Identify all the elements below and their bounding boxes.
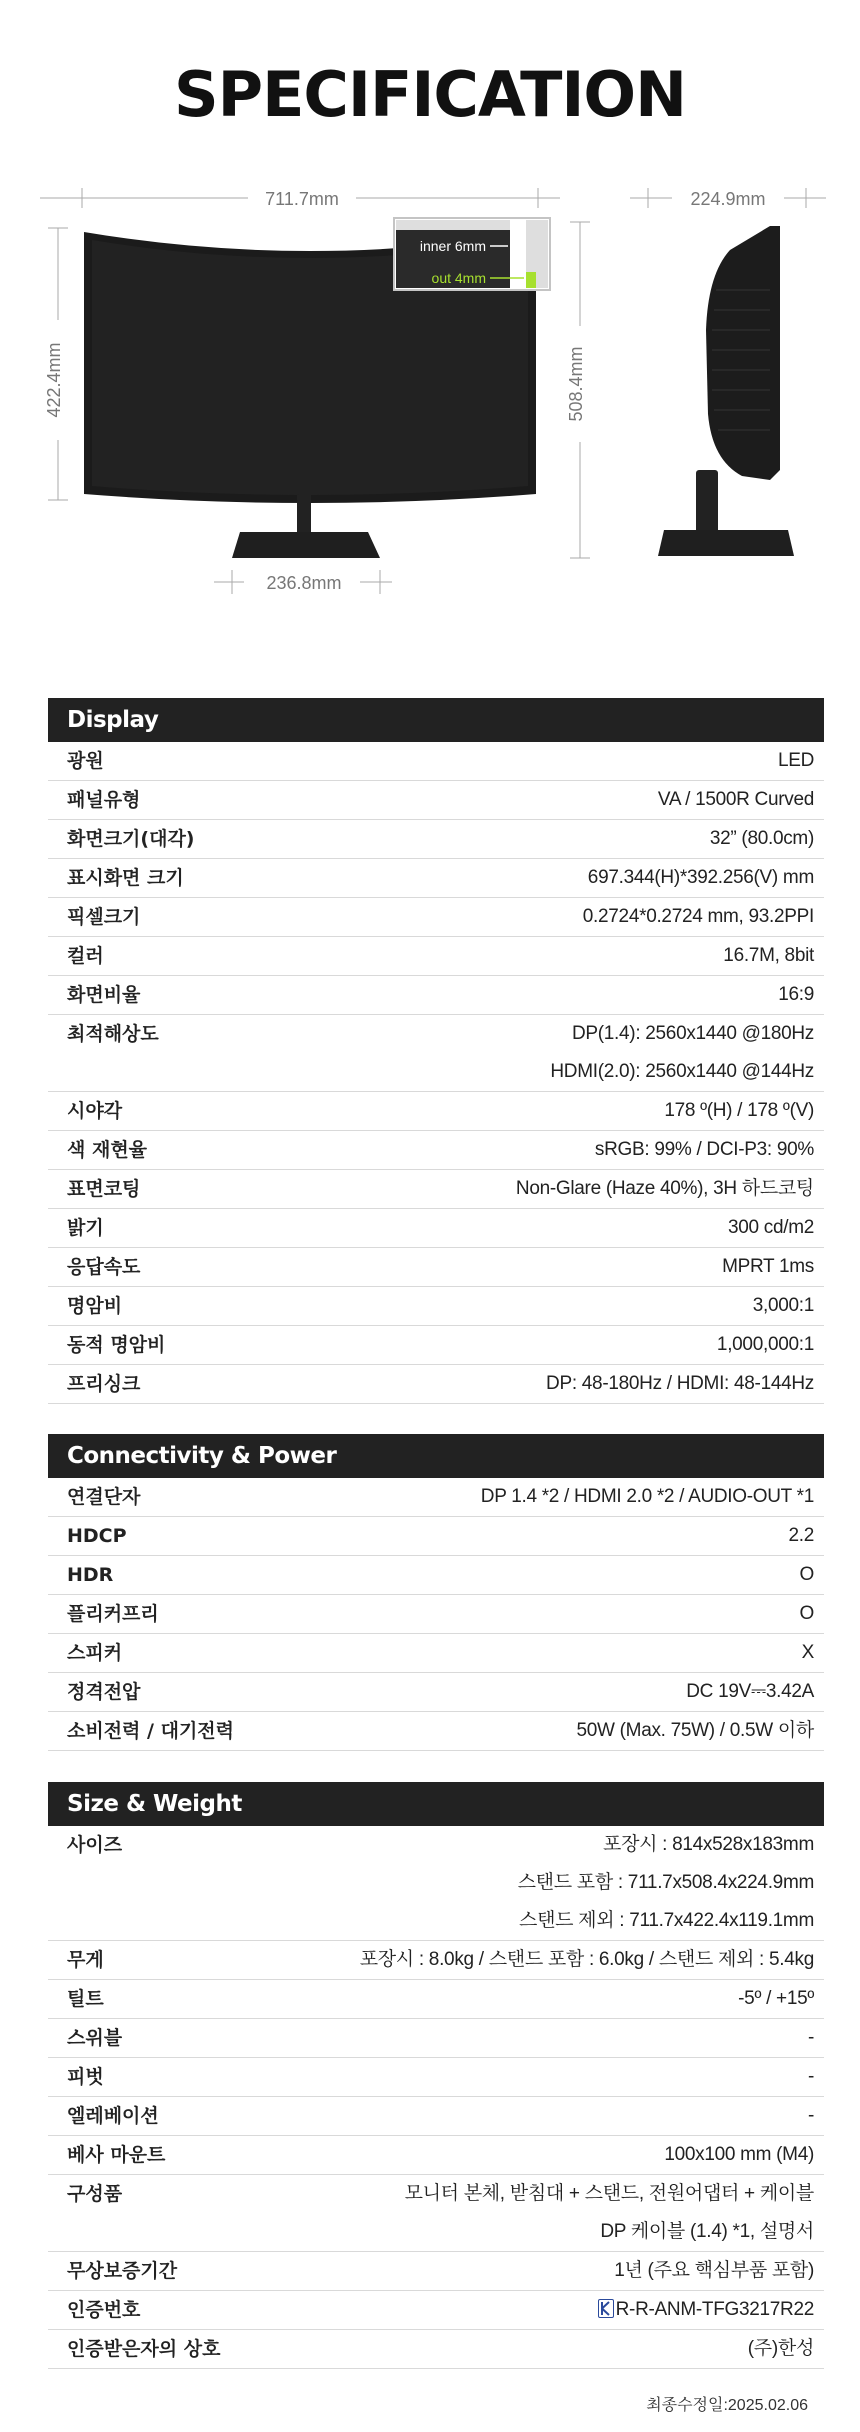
- spec-value-text: HDMI(2.0): 2560x1440 @144Hz: [550, 1061, 814, 1082]
- spec-label: 화면크기(대각): [67, 828, 195, 850]
- spec-label: HDCP: [67, 1525, 127, 1547]
- spec-values: [717, 1326, 814, 1364]
- spec-value-line: [600, 2213, 814, 2251]
- spec-values: [546, 1365, 814, 1403]
- spec-label: 스위블: [67, 2027, 123, 2049]
- spec-label: 최적해상도: [67, 1023, 159, 1045]
- spec-values: [588, 859, 814, 897]
- spec-value-text: (주)한성: [747, 2338, 814, 2359]
- spec-value-line: [710, 820, 814, 858]
- spec-value-line: [518, 1864, 814, 1902]
- front-width-label: 711.7mm: [265, 189, 339, 209]
- spec-values: [550, 1015, 814, 1091]
- spec-row: [48, 1941, 824, 1980]
- spec-value-line: [519, 1902, 814, 1940]
- spec-value-text: 1년 (주요 핵심부품 포함): [614, 2260, 814, 2281]
- section-header-size-weight: Size & Weight: [48, 1782, 824, 1826]
- spec-values: [738, 1980, 814, 2018]
- spec-row: [48, 2058, 824, 2097]
- spec-row: [48, 1634, 824, 1673]
- spec-value-text: DP(1.4): 2560x1440 @180Hz: [571, 1023, 814, 1044]
- spec-value-line: [595, 1131, 814, 1169]
- spec-row: [48, 1092, 824, 1131]
- spec-values: [723, 937, 814, 975]
- spec-label: 연결단자: [67, 1486, 141, 1508]
- size-weight-rows: [48, 1826, 824, 2369]
- spec-value-line: [577, 1712, 815, 1750]
- spec-value-text: 2.2: [788, 1525, 814, 1546]
- spec-value-text: DP 1.4 *2 / HDMI 2.0 *2 / AUDIO-OUT *1: [480, 1486, 814, 1507]
- spec-value-text: 16.7M, 8bit: [723, 945, 814, 966]
- spec-label: 화면비율: [67, 984, 141, 1006]
- spec-row: [48, 1826, 824, 1941]
- spec-label: 컬러: [67, 945, 104, 967]
- spec-value-text: 100x100 mm (M4): [664, 2144, 814, 2165]
- spec-value-line: [664, 1092, 814, 1130]
- spec-value-line: [603, 1826, 814, 1864]
- spec-row: [48, 1015, 824, 1092]
- section-display: [48, 698, 824, 1404]
- spec-values: [788, 1517, 814, 1555]
- spec-values: [664, 2136, 814, 2174]
- spec-value-text: DP 케이블 (1.4) *1, 설명서: [600, 2221, 814, 2242]
- spec-value-line: [808, 2097, 814, 2135]
- section-header-display: Display: [48, 698, 824, 742]
- spec-row: [48, 1556, 824, 1595]
- spec-values: [583, 898, 814, 936]
- monitor-side-base: [658, 530, 794, 556]
- spec-row: [48, 1712, 824, 1751]
- spec-row: [48, 2175, 824, 2252]
- spec-row: [48, 976, 824, 1015]
- kc-mark-icon: [598, 2299, 614, 2318]
- spec-value-line: [800, 1556, 814, 1594]
- spec-values: [405, 2175, 814, 2251]
- spec-value-line: [778, 976, 814, 1014]
- spec-row: [48, 2291, 824, 2330]
- spec-label: 소비전력 / 대기전력: [67, 1720, 235, 1742]
- spec-row: [48, 1170, 824, 1209]
- spec-row: [48, 1517, 824, 1556]
- spec-value-line: [748, 2330, 814, 2368]
- spec-label: 인증받은자의 상호: [67, 2338, 221, 2360]
- depth-label: 224.9mm: [690, 189, 766, 209]
- spec-value-text: 16:9: [778, 984, 814, 1005]
- spec-label: 광원: [67, 750, 104, 772]
- spec-label: HDR: [67, 1564, 114, 1586]
- spec-label: 시야각: [67, 1100, 123, 1122]
- spec-value-text: 스탠드 포함 : 711.7x508.4x224.9mm: [517, 1872, 814, 1893]
- spec-values: [808, 2058, 814, 2096]
- spec-value-text: 모니터 본체, 받침대 + 스탠드, 전원어댑터 + 케이블: [404, 2183, 814, 2204]
- monitor-side-view: [706, 226, 780, 480]
- spec-values: [664, 1092, 814, 1130]
- section-header-connectivity: Connectivity & Power: [48, 1434, 824, 1478]
- spec-label: 표시화면 크기: [67, 867, 184, 889]
- spec-row: [48, 2136, 824, 2175]
- spec-row: [48, 2252, 824, 2291]
- spec-value-line: [788, 1517, 814, 1555]
- spec-values: [778, 742, 814, 780]
- spec-value-line: [360, 1941, 814, 1979]
- spec-value-text: DP: 48-180Hz / HDMI: 48-144Hz: [546, 1373, 814, 1394]
- spec-value-line: [658, 781, 814, 819]
- spec-value-text: Non-Glare (Haze 40%), 3H 하드코팅: [515, 1178, 814, 1199]
- spec-value-line: [550, 1053, 814, 1091]
- spec-row: [48, 1595, 824, 1634]
- spec-label: 표면코팅: [67, 1178, 141, 1200]
- spec-value-line: [481, 1478, 814, 1516]
- spec-row: [48, 2330, 824, 2369]
- spec-row: [48, 898, 824, 937]
- spec-values: [808, 2097, 814, 2135]
- spec-value-line: [405, 2175, 814, 2213]
- spec-value-line: [516, 1170, 814, 1208]
- spec-value-line: [686, 1673, 814, 1711]
- section-connectivity: [48, 1434, 824, 1751]
- spec-label: 사이즈: [67, 1834, 123, 1856]
- spec-value-line: [728, 1209, 814, 1247]
- spec-label: 베사 마운트: [67, 2144, 166, 2166]
- spec-value-text: -: [807, 2066, 814, 2087]
- spec-value-line: [572, 1015, 814, 1053]
- spec-label: 무게: [67, 1949, 104, 1971]
- section-size-weight: [48, 1782, 824, 2369]
- spec-value-line: [614, 2252, 814, 2290]
- spec-value-text: 178 º(H) / 178 º(V): [664, 1100, 814, 1121]
- spec-value-line: [802, 1634, 814, 1672]
- spec-row: [48, 1365, 824, 1404]
- spec-label: 밝기: [67, 1217, 104, 1239]
- spec-values: [516, 1170, 814, 1208]
- spec-row: [48, 1980, 824, 2019]
- spec-row: [48, 1673, 824, 1712]
- last-updated-date: 최종수정일:2025.02.06: [646, 2397, 808, 2414]
- spec-value-line: [588, 859, 814, 897]
- spec-values: [614, 2252, 814, 2290]
- spec-label: 응답속도: [67, 1256, 141, 1278]
- spec-label: 동적 명암비: [67, 1334, 166, 1356]
- spec-row: [48, 1209, 824, 1248]
- spec-label: 인증번호: [67, 2299, 141, 2321]
- spec-values: [722, 1248, 814, 1286]
- spec-label: 구성품: [67, 2183, 123, 2205]
- spec-row: [48, 742, 824, 781]
- spec-values: [360, 1941, 814, 1979]
- spec-values: [577, 1712, 815, 1750]
- spec-values: [595, 1131, 814, 1169]
- spec-value-line: [800, 1595, 814, 1633]
- spec-values: [518, 1826, 814, 1940]
- spec-row: [48, 820, 824, 859]
- spec-value-line: [723, 937, 814, 975]
- spec-values: [778, 976, 814, 1014]
- connectivity-rows: [48, 1478, 824, 1751]
- spec-value-text: 300 cd/m2: [727, 1217, 814, 1238]
- spec-label: 피벗: [67, 2066, 104, 2088]
- monitor-front-neck: [297, 495, 311, 535]
- spec-value-text: MPRT 1ms: [722, 1256, 814, 1277]
- spec-value-line: [598, 2291, 814, 2329]
- bezel-callout: [394, 218, 550, 290]
- spec-values: [481, 1478, 814, 1516]
- spec-values: [658, 781, 814, 819]
- spec-values: [686, 1673, 814, 1711]
- spec-value-text: -5º / +15º: [738, 1988, 814, 2009]
- spec-label: 픽셀크기: [67, 906, 141, 928]
- spec-values: [808, 2019, 814, 2057]
- dimension-diagram: [0, 170, 860, 630]
- spec-label: 색 재현율: [67, 1139, 148, 1161]
- spec-value-text: 32” (80.0cm): [709, 828, 814, 849]
- front-height-label: 422.4mm: [44, 342, 64, 418]
- spec-value-line: [722, 1248, 814, 1286]
- total-height-label: 508.4mm: [566, 346, 586, 422]
- spec-row: [48, 781, 824, 820]
- spec-row: [48, 1287, 824, 1326]
- spec-value-line: [808, 2019, 814, 2057]
- spec-value-text: 0.2724*0.2724 mm, 93.2PPI: [582, 906, 814, 927]
- page-title: SPECIFICATION: [173, 58, 687, 131]
- spec-values: [800, 1595, 814, 1633]
- spec-label: 정격전압: [67, 1681, 141, 1703]
- spec-label: 엘레베이션: [67, 2105, 159, 2127]
- spec-row: [48, 859, 824, 898]
- spec-value-line: [583, 898, 814, 936]
- stand-width-label: 236.8mm: [266, 573, 342, 593]
- spec-value-text: -: [807, 2105, 814, 2126]
- spec-value-line: [546, 1365, 814, 1403]
- spec-value-line: [738, 1980, 814, 2018]
- spec-label: 패널유형: [67, 789, 141, 811]
- spec-value-text: R-R-ANM-TFG3217R22: [615, 2299, 814, 2320]
- spec-label: 명암비: [67, 1295, 123, 1317]
- spec-label: 스피커: [67, 1642, 123, 1664]
- spec-value-line: [753, 1287, 814, 1325]
- spec-value-line: [808, 2058, 814, 2096]
- spec-value-text: LED: [777, 750, 814, 771]
- spec-value-text: sRGB: 99% / DCI-P3: 90%: [594, 1139, 814, 1160]
- spec-values: [710, 820, 814, 858]
- spec-row: [48, 1326, 824, 1365]
- bezel-out-label: out 4mm: [431, 270, 486, 286]
- spec-value-text: O: [799, 1603, 814, 1624]
- spec-values: [753, 1287, 814, 1325]
- spec-value-line: [664, 2136, 814, 2174]
- spec-label: 무상보증기간: [67, 2260, 178, 2282]
- spec-row: [48, 937, 824, 976]
- spec-row: [48, 2097, 824, 2136]
- spec-label: 플리커프리: [67, 1603, 159, 1625]
- spec-value-text: 50W (Max. 75W) / 0.5W 이하: [576, 1720, 814, 1741]
- spec-value-text: X: [801, 1642, 814, 1663]
- spec-value-line: [717, 1326, 814, 1364]
- spec-values: [598, 2291, 814, 2329]
- spec-value-line: [778, 742, 814, 780]
- spec-value-text: 포장시 : 8.0kg / 스탠드 포함 : 6.0kg / 스탠드 제외 : 5.4kg: [359, 1949, 814, 1970]
- spec-values: [800, 1556, 814, 1594]
- spec-value-text: VA / 1500R Curved: [657, 789, 814, 810]
- spec-value-text: 포장시 : 814x528x183mm: [603, 1834, 814, 1855]
- spec-value-text: O: [799, 1564, 814, 1585]
- bezel-inner-label: inner 6mm: [419, 238, 486, 254]
- spec-values: [728, 1209, 814, 1247]
- monitor-front-base: [232, 532, 380, 558]
- spec-value-text: 697.344(H)*392.256(V) mm: [587, 867, 814, 888]
- display-rows: [48, 742, 824, 1404]
- spec-value-text: -: [807, 2027, 814, 2048]
- monitor-side-neck: [696, 470, 718, 534]
- spec-row: [48, 1131, 824, 1170]
- spec-value-text: 3,000:1: [752, 1295, 814, 1316]
- spec-value-text: 1,000,000:1: [716, 1334, 814, 1355]
- spec-value-text: DC 19V⎓3.42A: [686, 1681, 814, 1702]
- spec-value-text: 스탠드 제외 : 711.7x422.4x119.1mm: [519, 1910, 814, 1931]
- spec-row: [48, 2019, 824, 2058]
- spec-values: [748, 2330, 814, 2368]
- spec-values: [802, 1634, 814, 1672]
- spec-row: [48, 1248, 824, 1287]
- spec-label: 틸트: [67, 1988, 104, 2010]
- spec-label: 프리싱크: [67, 1373, 141, 1395]
- spec-row: [48, 1478, 824, 1517]
